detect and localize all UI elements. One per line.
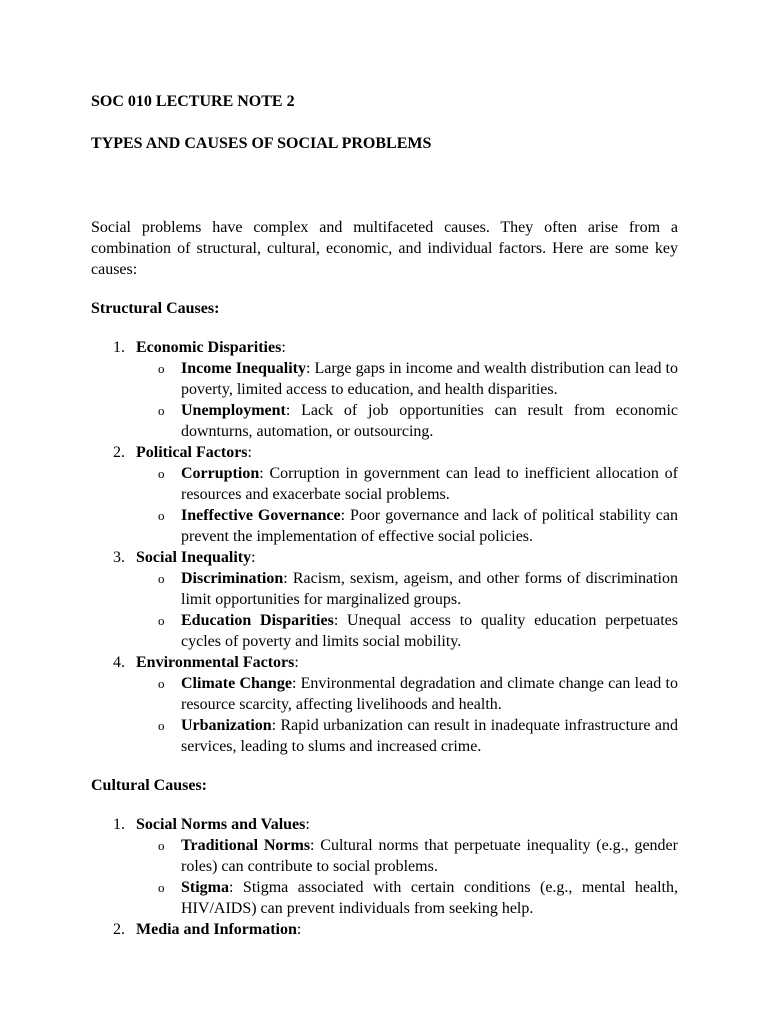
- cause-colon: :: [251, 549, 256, 566]
- sub-item: [136, 568, 678, 610]
- intro-paragraph: Social problems have complex and multifaceted causes. They often arise from a combination of structural, cultural, economic, and individual factors. Here are some key causes:: [91, 219, 678, 278]
- section-heading: Cultural Causes:: [91, 777, 208, 794]
- sub-term: Urbanization: [181, 717, 272, 734]
- cause-title: Social Inequality: [136, 549, 252, 566]
- bullet-icon: o: [158, 361, 165, 376]
- list-number: 2.: [113, 444, 125, 461]
- sub-text: : Stigma associated with certain conditions (e.g., mental health, HIV/AIDS) can prevent individuals from seeking help.: [181, 879, 678, 917]
- sub-term: Climate Change: [181, 675, 292, 692]
- cause-item: [91, 652, 678, 757]
- section-heading: Structural Causes:: [91, 300, 220, 317]
- sub-item: [136, 463, 678, 505]
- sub-list: [136, 835, 678, 919]
- sub-item: [136, 358, 678, 400]
- sub-text: : Rapid urbanization can result in inadequate infrastructure and services, leading to slums and increased crime.: [181, 717, 678, 755]
- sub-item: [136, 673, 678, 715]
- bullet-icon: o: [158, 838, 165, 853]
- sub-text: : Cultural norms that perpetuate inequality (e.g., gender roles) can contribute to social problems.: [181, 837, 678, 875]
- sub-text: : Racism, sexism, ageism, and other forms of discrimination limit opportunities for marginalized groups.: [181, 570, 678, 608]
- list-number: 3.: [113, 549, 125, 566]
- cause-item: [91, 919, 678, 940]
- cause-item: [91, 337, 678, 442]
- cause-colon: :: [294, 654, 299, 671]
- sub-term: Traditional Norms: [181, 837, 311, 854]
- sub-text: : Poor governance and lack of political stability can prevent the implementation of effective social policies.: [181, 507, 678, 545]
- sub-text: : Lack of job opportunities can result from economic downturns, automation, or outsourcing.: [181, 402, 678, 440]
- bullet-icon: o: [158, 676, 165, 691]
- list-number: 2.: [113, 921, 125, 938]
- document-page: [91, 91, 678, 958]
- bullet-icon: o: [158, 880, 165, 895]
- sub-item: [136, 505, 678, 547]
- cause-colon: :: [305, 816, 310, 833]
- sub-term: Income Inequality: [181, 360, 306, 377]
- list-number: 1.: [113, 339, 125, 356]
- bullet-icon: o: [158, 508, 165, 523]
- cause-title: Environmental Factors: [136, 654, 295, 671]
- sub-term: Stigma: [181, 879, 229, 896]
- sub-item: [136, 610, 678, 652]
- cause-colon: :: [247, 444, 252, 461]
- bullet-icon: o: [158, 613, 165, 628]
- sub-text: : Unequal access to quality education perpetuates cycles of poverty and limits social mobility.: [181, 612, 679, 650]
- sub-text: : Corruption in government can lead to inefficient allocation of resources and exacerbate social problems.: [181, 465, 678, 503]
- sub-list: [136, 463, 678, 547]
- sub-item: [136, 400, 678, 442]
- cause-title: Media and Information: [136, 921, 297, 938]
- sub-list: [136, 568, 678, 652]
- sub-term: Corruption: [181, 465, 260, 482]
- sub-item: [136, 835, 678, 877]
- sub-term: Unemployment: [181, 402, 286, 419]
- sub-term: Discrimination: [181, 570, 284, 587]
- sub-list: [136, 358, 678, 442]
- cultural-causes-section: [91, 775, 678, 940]
- list-number: 1.: [113, 816, 125, 833]
- cause-list: [91, 814, 678, 940]
- structural-causes-section: [91, 298, 678, 757]
- bullet-icon: o: [158, 466, 165, 481]
- cause-colon: :: [281, 339, 286, 356]
- cause-title: Political Factors: [136, 444, 248, 461]
- sub-term: Education Disparities: [181, 612, 334, 629]
- cause-colon: :: [296, 921, 302, 938]
- sub-item: [136, 877, 678, 919]
- sub-text: : Large gaps in income and wealth distribution can lead to poverty, limited access to education, and health disparities.: [181, 360, 678, 398]
- document-title: SOC 010 LECTURE NOTE 2: [91, 93, 295, 110]
- cause-item: [91, 814, 678, 919]
- sub-item: [136, 715, 678, 757]
- cause-title: Social Norms and Values: [136, 816, 306, 833]
- cause-item: [91, 442, 678, 547]
- cause-item: [91, 547, 678, 652]
- list-number: 4.: [113, 654, 125, 671]
- bullet-icon: o: [158, 403, 165, 418]
- cause-list: [91, 337, 678, 757]
- sub-list: [136, 673, 678, 757]
- document-subtitle: TYPES AND CAUSES OF SOCIAL PROBLEMS: [91, 135, 432, 152]
- bullet-icon: o: [158, 571, 165, 586]
- sub-term: Ineffective Governance: [181, 507, 341, 524]
- cause-title: Economic Disparities: [136, 339, 282, 356]
- bullet-icon: o: [158, 718, 165, 733]
- sub-text: : Environmental degradation and climate change can lead to resource scarcity, affecting livelihoods and health.: [181, 675, 679, 713]
